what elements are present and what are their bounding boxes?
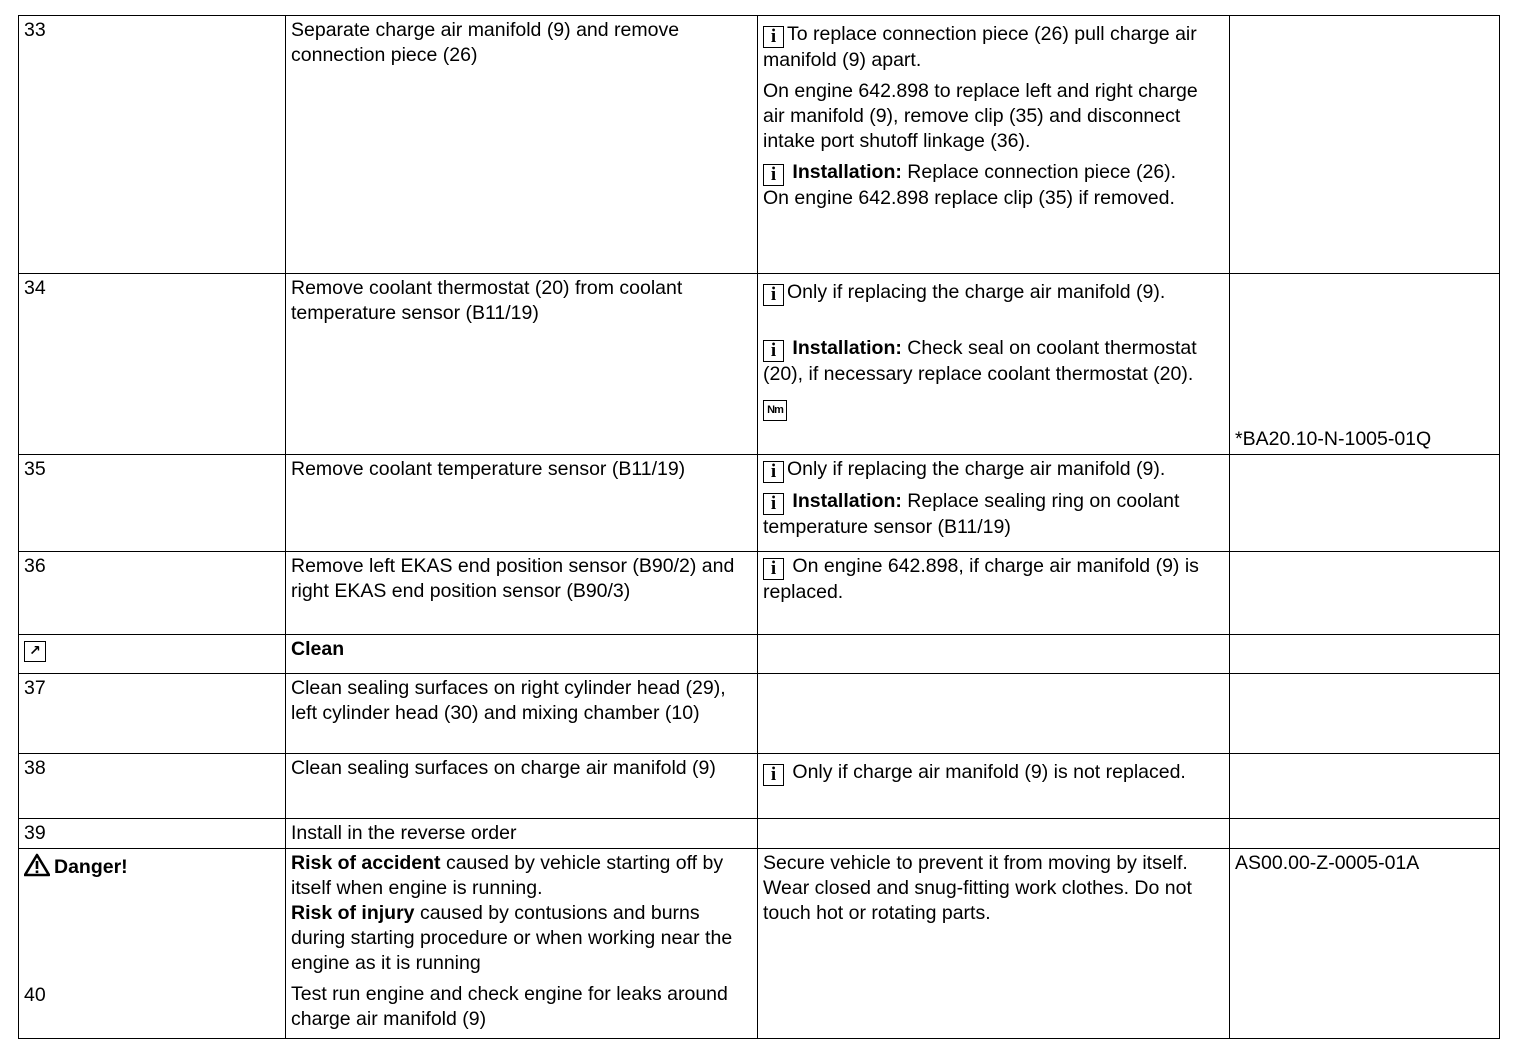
step-number [19,849,286,1039]
reference [1230,455,1500,552]
step-number: 36 [19,552,286,635]
step-notes: i Only if charge air manifold (9) is not replaced. [758,754,1230,819]
step-number: 37 [19,674,286,754]
procedure-table [18,15,1500,1039]
table-row [19,552,1500,635]
step-action: Remove coolant temperature sensor (B11/19) [286,455,758,552]
step-number: 38 [19,754,286,819]
reference-link[interactable]: AS00.00-Z-0005-01A [1235,852,1420,874]
step-action: Clean sealing surfaces on right cylinder head (29), left cylinder head (30) and mixing chamber (10) [286,674,758,754]
reference [1230,754,1500,819]
info-icon: i [763,164,784,186]
step-number: 35 [19,455,286,552]
table-row [19,819,1500,849]
step-action: Separate charge air manifold (9) and remove connection piece (26) [286,16,758,274]
reference [1230,635,1500,674]
step-number: 39 [19,819,286,849]
step-notes [758,674,1230,754]
info-icon: i [763,284,784,306]
table-row [19,674,1500,754]
table-row [19,849,1500,1039]
reference [1230,674,1500,754]
info-icon: i [763,461,784,483]
step-notes [758,635,1230,674]
danger-label: Danger! [24,853,280,880]
reference [1230,16,1500,274]
step-action: Remove coolant thermostat (20) from coolant temperature sensor (B11/19) [286,274,758,455]
info-icon: i [763,493,784,515]
reference [1230,274,1500,455]
step-action: Risk of accident caused by vehicle starting off by itself when engine is running. Risk of injury caused by contusions and burns during starting procedure or when working near the engine as it is running Test run engine and check engine for leaks around charge air manifold (9) [286,849,758,1039]
step-action: Remove left EKAS end position sensor (B90/2) and right EKAS end position sensor (B90/3) [286,552,758,635]
step-notes: i To replace connection piece (26) pull charge air manifold (9) apart. On engine 642.898 to replace left and right charge air manifold (9), remove clip (35) and disconnect intake port shutoff linkage (36). i Installation: Replace connection piece (26). On engine 642.898 replace clip (35) if removed. [758,16,1230,274]
step-action: Clean sealing surfaces on charge air manifold (9) [286,754,758,819]
clean-icon: ↗ [24,641,46,662]
info-icon: i [763,26,784,48]
info-icon: i [763,340,784,362]
section-heading: Clean [286,635,758,674]
reference [1230,819,1500,849]
table-row [19,274,1500,455]
reference [1230,552,1500,635]
step-notes: i On engine 642.898, if charge air manifold (9) is replaced. [758,552,1230,635]
info-icon: i [763,558,784,580]
table-row [19,16,1500,274]
warning-triangle-icon [24,853,50,877]
step-notes [758,819,1230,849]
table-row [19,754,1500,819]
step-number: 33 [19,16,286,274]
table-row [19,635,1500,674]
reference [1230,849,1500,1039]
torque-nm-icon[interactable]: Nm [763,400,787,421]
step-notes: i Only if replacing the charge air manifold (9). i Installation: Check seal on coolant thermostat (20), if necessary replace coolant thermostat (20). Nm [758,274,1230,455]
table-row [19,455,1500,552]
step-notes: i Only if replacing the charge air manifold (9). i Installation: Replace sealing ring on coolant temperature sensor (B11/19) [758,455,1230,552]
step-number-40: 40 [24,984,46,1006]
step-notes: Secure vehicle to prevent it from moving by itself. Wear closed and snug-fitting work clothes. Do not touch hot or rotating parts. [758,849,1230,1039]
step-action: Install in the reverse order [286,819,758,849]
info-icon: i [763,764,784,786]
step-number [19,635,286,674]
step-number: 34 [19,274,286,455]
reference-link[interactable]: *BA20.10-N-1005-01Q [1235,428,1432,450]
